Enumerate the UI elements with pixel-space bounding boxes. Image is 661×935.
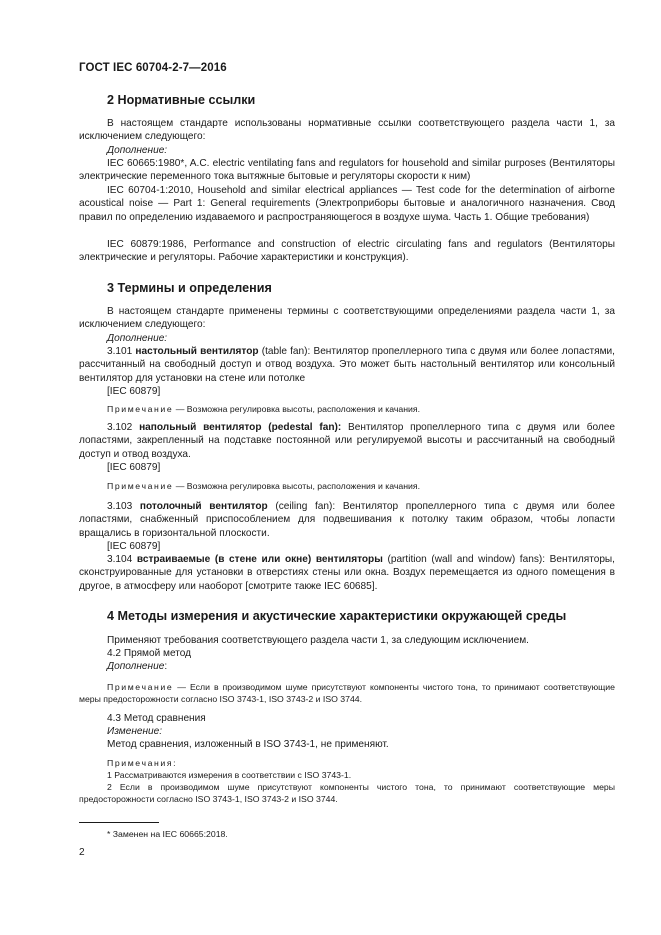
document-header: ГОСТ IEC 60704-2-7—2016 — [79, 62, 227, 74]
section-3-heading: 3 Термины и определения — [107, 281, 272, 295]
note-label: Примечание — [107, 404, 174, 414]
note-label: Примечание — [107, 481, 174, 491]
term-definition: Вентилятор пропеллерного типа с двумя или более лопастями, закрепленный на подставке постоянной или регулируемой высоты и рассчитанный на свободный доступ и отвод воздуха. — [79, 422, 615, 460]
term-name: потолочный вентилятор — [139, 501, 268, 512]
term-definition: (partition (wall and window) fans): Вентиляторы, сконструированные для установки в отверстиях стены или окна. Воздух перемещается из одного помещения в другое, в атмосферу или наоборот [смотрите также IEC 60685]. — [79, 554, 615, 592]
footnote: * Заменен на IEC 60665:2018. — [107, 829, 228, 839]
addition-word: Дополнение — [107, 661, 165, 672]
s4-3-note-1: 1 Рассматриваются измерения в соответствии с ISO 3743-1. — [107, 770, 352, 780]
term-name: напольный вентилятор (pedestal fan): — [139, 422, 342, 433]
footnote-rule — [79, 822, 159, 823]
note-text: — Возможна регулировка высоты, расположения и качания. — [173, 481, 420, 491]
term-number: 3.103 — [107, 501, 140, 512]
term-3-101-source: [IEC 60879] — [107, 386, 161, 397]
term-3-101-note — [107, 403, 420, 415]
s4-3-heading: 4.3 Метод сравнения — [107, 713, 206, 724]
term-name: настольный вентилятор — [135, 346, 259, 357]
addition-colon: : — [164, 661, 168, 672]
note-text: — Возможна регулировка высоты, расположения и качания. — [173, 404, 420, 414]
s4-intro: Применяют требования соответствующего раздела части 1, за следующим исключением. — [107, 635, 529, 646]
term-number: 3.104 — [107, 554, 137, 565]
term-3-103-source: [IEC 60879] — [107, 541, 161, 552]
s4-2-note — [79, 681, 615, 706]
page-number: 2 — [79, 847, 85, 858]
s4-3-change-text: Метод сравнения, изложенный в ISO 3743-1, не применяют. — [107, 739, 389, 750]
s2-ref-iec60879: IEC 60879:1986, Performance and construction of electric circulating fans and regulators (Вентиляторы электрические и регуляторы. Рабочие характеристики и конструкция). — [79, 239, 615, 264]
note-label: Примечание — [107, 682, 174, 692]
s2-ref-iec60704: IEC 60704-1:2010, Household and similar electrical appliances — Test code for the determination of airborne acoustical noise — Part 1: General requirements (Электроприборы бытовые и аналогичного назначения. Свод правил по определению издаваемого и распространяющегося в воздухе шума. Часть 1. Общие требования) — [79, 185, 615, 223]
term-3-103 — [79, 500, 615, 540]
section-2-heading: 2 Нормативные ссылки — [107, 93, 256, 107]
s3-addition-label: Дополнение: — [107, 333, 168, 344]
s2-ref-iec60665: IEC 60665:1980*, A.C. electric ventilating fans and regulators for household and similar purposes (Вентиляторы электрические переменного тока вытяжные бытовые и регуляторы скорости к ним) — [79, 158, 615, 183]
s4-3-change-label: Изменение: — [107, 726, 163, 737]
term-name: встраиваемые (в стене или окне) вентиляторы — [136, 554, 383, 565]
term-3-101 — [79, 345, 615, 385]
term-number: 3.101 — [107, 346, 136, 357]
term-3-102-note — [107, 480, 420, 492]
term-3-102 — [79, 421, 615, 461]
note-text: — Если в производимом шуме присутствуют компоненты чистого тона, то принимают соответствующие меры предосторожности согласно ISO 3743-1, ISO 3743-2 и ISO 3744. — [79, 682, 615, 705]
term-number: 3.102 — [107, 422, 140, 433]
s2-addition-label: Дополнение: — [107, 145, 168, 156]
s2-intro: В настоящем стандарте использованы нормативные ссылки соответствующего раздела части 1, за исключением следующего: — [79, 118, 615, 143]
s3-intro: В настоящем стандарте применены термины с соответствующими определениями раздела части 1, за исключением следующего: — [79, 306, 615, 331]
section-4-heading: 4 Методы измерения и акустические характеристики окружающей среды — [107, 609, 567, 623]
s4-2-addition-label — [107, 660, 167, 673]
term-3-102-source: [IEC 60879] — [107, 462, 161, 473]
term-3-104 — [79, 553, 615, 593]
s4-3-notes-label: Примечания: — [107, 758, 178, 768]
s4-2-heading: 4.2 Прямой метод — [107, 648, 192, 659]
s4-3-note-2: 2 Если в производимом шуме присутствуют компоненты чистого тона, то принимают соответствующие меры предосторожности согласно ISO 3743-1, ISO 3743-2 и ISO 3744. — [79, 782, 615, 805]
term-definition: (ceiling fan): Вентилятор пропеллерного типа с двумя или более лопастями, снабженный приспособлением для подвешивания к потолку таким образом, чтобы лопасти вращались в горизонтальной плоскости. — [79, 501, 615, 539]
term-definition: (table fan): Вентилятор пропеллерного типа с двумя или более лопастями, рассчитанный на свободный доступ и отвод воздуха. Это может быть настольный вентилятор или консольный вентилятор для установки на стене или потолке — [79, 346, 615, 384]
